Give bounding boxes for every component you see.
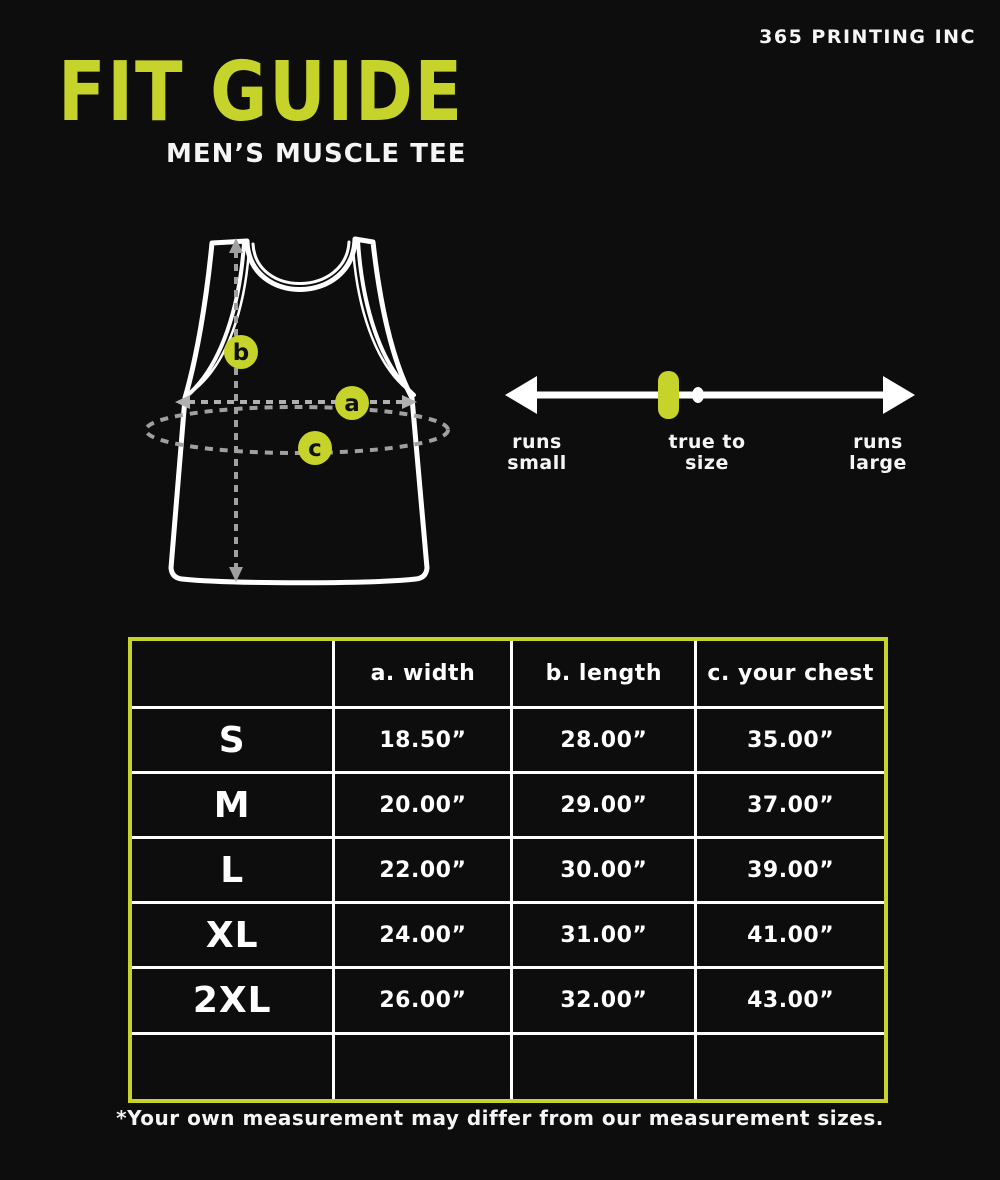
fit-indicator [658, 371, 679, 419]
length-value-xl: 31.00” [513, 904, 694, 966]
marker-a [335, 386, 369, 420]
scale-label-text: runs [853, 431, 903, 453]
width-value-xl: 24.00” [335, 904, 510, 966]
scale-label-text: large [849, 452, 907, 475]
size-label-l: L [132, 839, 332, 901]
scale-label-text: size [685, 452, 729, 475]
fit-scale [500, 360, 920, 480]
chest-value-l: 39.00” [697, 839, 884, 901]
empty-row-cell [513, 1035, 694, 1099]
scale-left-arrowhead [505, 376, 537, 414]
length-value-l: 30.00” [513, 839, 694, 901]
size-label-xl: XL [132, 904, 332, 966]
page-title: FIT GUIDE [58, 45, 464, 140]
width-value-s: 18.50” [335, 709, 510, 771]
scale-center-dot [692, 387, 704, 403]
marker-b [224, 335, 258, 369]
table-header-chest: c. your chest [697, 641, 884, 706]
empty-row-cell [697, 1035, 884, 1099]
scale-label-true-to-size [668, 432, 745, 475]
size-table [128, 637, 888, 1103]
brand-name: 365 PRINTING INC [759, 26, 976, 48]
marker-b-letter: b [232, 340, 250, 366]
marker-c [298, 431, 332, 465]
length-value-m: 29.00” [513, 774, 694, 836]
chest-value-m: 37.00” [697, 774, 884, 836]
scale-label-text: runs [512, 431, 562, 453]
muscle-tee-diagram [130, 225, 480, 595]
table-header-length: b. length [513, 641, 694, 706]
size-label-2xl: 2XL [132, 969, 332, 1032]
table-header-width: a. width [335, 641, 510, 706]
width-value-2xl: 26.00” [335, 969, 510, 1032]
empty-row-cell [335, 1035, 510, 1099]
size-label-s: S [132, 709, 332, 771]
fit-scale-arrow [500, 360, 920, 430]
scale-label-runs-large [849, 432, 907, 475]
measurement-disclaimer: *Your own measurement may differ from our measurement sizes. [116, 1106, 884, 1130]
empty-row-cell [132, 1035, 332, 1099]
scale-label-text: small [507, 452, 567, 475]
page-subtitle: MEN’S MUSCLE TEE [166, 139, 467, 169]
scale-label-runs-small [507, 432, 566, 475]
width-value-m: 20.00” [335, 774, 510, 836]
scale-label-text: true to [668, 431, 746, 453]
length-value-s: 28.00” [513, 709, 694, 771]
scale-right-arrowhead [883, 376, 915, 414]
chest-value-xl: 41.00” [697, 904, 884, 966]
length-value-2xl: 32.00” [513, 969, 694, 1032]
marker-a-letter: a [344, 391, 360, 417]
width-value-l: 22.00” [335, 839, 510, 901]
size-label-m: M [132, 774, 332, 836]
table-header-empty [132, 641, 332, 706]
marker-c-letter: c [308, 436, 322, 462]
chest-measure-ellipse [146, 407, 448, 453]
chest-value-2xl: 43.00” [697, 969, 884, 1032]
chest-value-s: 35.00” [697, 709, 884, 771]
